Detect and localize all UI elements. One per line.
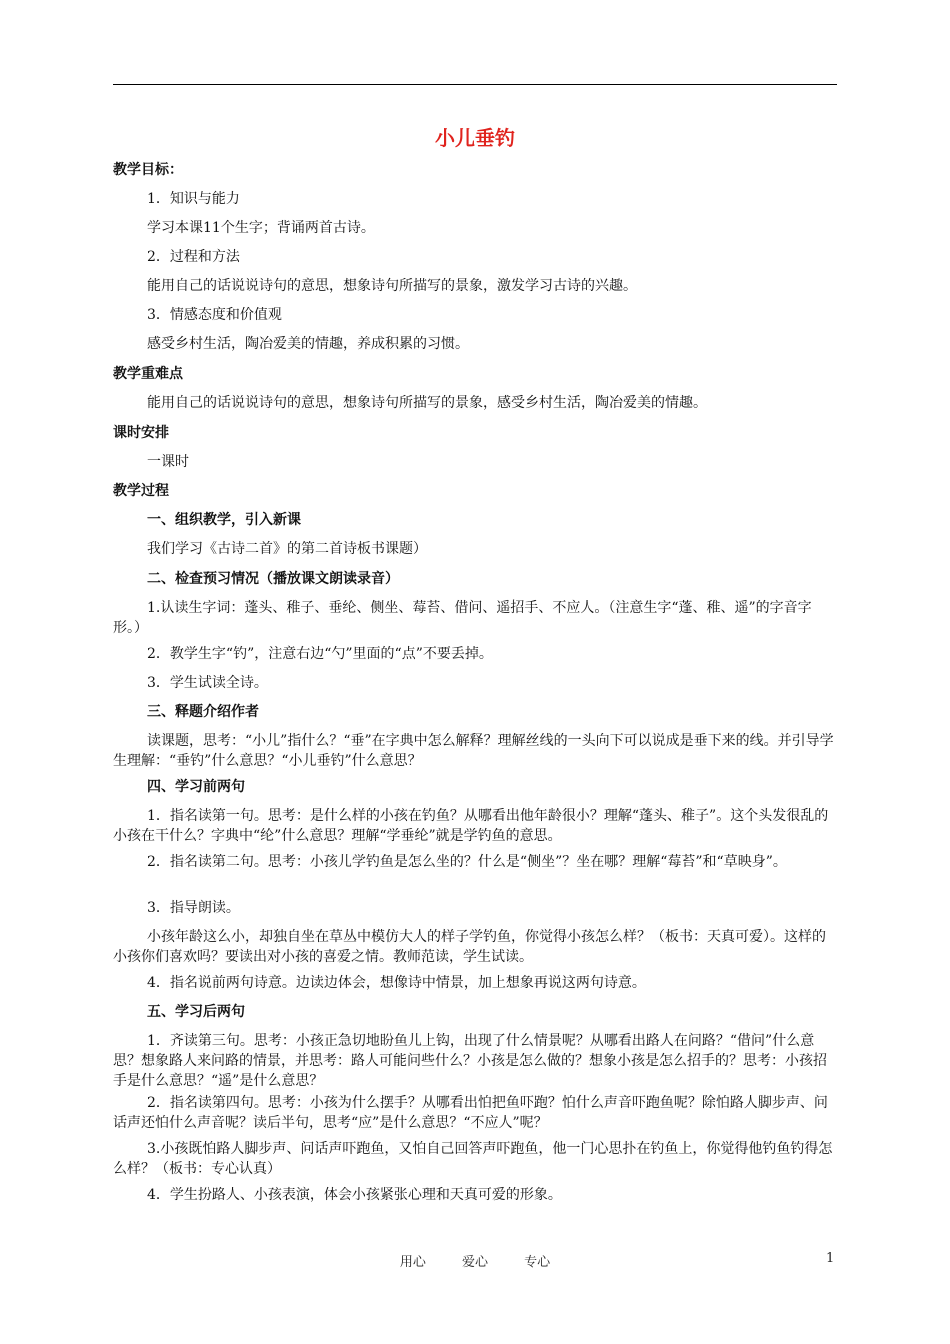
paragraph: 感受乡村生活，陶冶爱美的情趣，养成积累的习惯。: [147, 336, 469, 352]
section-heading: 四、学习前两句: [147, 779, 245, 795]
footer-text-zhuanxin: 专心: [524, 1255, 551, 1270]
footer-text-yongxin: 用心: [399, 1255, 426, 1270]
paragraph: 2．过程和方法: [147, 249, 240, 265]
paragraph: 能用自己的话说说诗句的意思，想象诗句所描写的景象，感受乡村生活，陶冶爱美的情趣。: [147, 395, 707, 411]
paragraph: 我们学习《古诗二首》的第二首诗板书课题）: [147, 541, 427, 557]
paragraph: 一课时: [147, 454, 189, 470]
paragraph: 3.小孩既怕路人脚步声、问话声吓跑鱼，又怕自己回答声吓跑鱼，他一门心思扑在钓鱼上，你觉得他钓鱼钓得怎么样？（板书：专心认真）: [113, 1141, 833, 1177]
header-rule: [113, 84, 837, 85]
paragraph: 3．情感态度和价值观: [147, 307, 282, 323]
paragraph: 读课题，思考：“小儿”指什么？“垂”在字典中怎么解释？理解丝线的一头向下可以说成是垂下来的线。并引导学生理解：“垂钓”什么意思？“小儿垂钓”什么意思？: [113, 733, 834, 769]
paragraph: 4．学生扮路人、小孩表演，体会小孩紧张心理和天真可爱的形象。: [147, 1187, 562, 1203]
paragraph: 学习本课11个生字；背诵两首古诗。: [147, 220, 375, 236]
paragraph: 2．指名读第二句。思考：小孩儿学钓鱼是怎么坐的？什么是“侧坐”？坐在哪？理解“莓苔”和“草映身”。: [147, 854, 787, 870]
section-heading: 教学目标：: [113, 162, 183, 178]
paragraph: 2．教学生字“钓”，注意右边“勺”里面的“点”不要丢掉。: [147, 646, 493, 662]
section-heading: 一、组织教学，引入新课: [147, 512, 301, 528]
section-heading: 二、检查预习情况（播放课文朗读录音）: [147, 571, 399, 587]
paragraph: 1．齐读第三句。思考：小孩正急切地盼鱼儿上钩，出现了什么情景呢？从哪看出路人在问路？“借问”什么意思？想象路人来问路的情景，并思考：路人可能问些什么？小孩是怎么做的？想象小孩是怎么招手的？思考：小孩招手是什么意思？“遥”是什么意思？: [113, 1033, 827, 1089]
paragraph: 1.认读生字词：蓬头、稚子、垂纶、侧坐、莓苔、借问、遥招手、不应人。（注意生字“蓬、稚、遥”的字音字形。）: [113, 600, 812, 636]
section-heading: 教学重难点: [113, 366, 183, 382]
paragraph: 1．指名读第一句。思考：是什么样的小孩在钓鱼？从哪看出他年龄很小？理解“蓬头、稚子”。这个头发很乱的小孩在干什么？字典中“纶”什么意思？理解“学垂纶”就是学钓鱼的意思。: [113, 808, 829, 844]
paragraph: 2．指名读第四句。思考：小孩为什么摆手？从哪看出怕把鱼吓跑？怕什么声音吓跑鱼呢？除怕路人脚步声、问话声还怕什么声音呢？读后半句，思考“应”是什么意思？“不应人”呢？: [113, 1095, 828, 1131]
paragraph: 3．学生试读全诗。: [147, 675, 268, 691]
section-heading: 三、释题介绍作者: [147, 704, 259, 720]
paragraph: 4．指名说前两句诗意。边读边体会，想像诗中情景，加上想象再说这两句诗意。: [147, 975, 646, 991]
paragraph: 3．指导朗读。: [147, 900, 240, 916]
footer-text-aixin: 爱心: [461, 1255, 488, 1270]
page-number: 1: [826, 1251, 835, 1266]
page-footer: [0, 1251, 950, 1270]
paragraph: 能用自己的话说说诗句的意思，想象诗句所描写的景象，激发学习古诗的兴趣。: [147, 278, 637, 294]
section-heading: 五、学习后两句: [147, 1004, 245, 1020]
document-title: 小儿垂钓: [435, 126, 515, 150]
paragraph: 1．知识与能力: [147, 191, 240, 207]
paragraph: 小孩年龄这么小，却独自坐在草丛中模仿大人的样子学钓鱼，你觉得小孩怎么样？（板书：天真可爱）。这样的小孩你们喜欢吗？要读出对小孩的喜爱之情。教师范读，学生试读。: [113, 929, 826, 965]
section-heading: 教学过程: [113, 483, 169, 499]
section-heading: 课时安排: [113, 425, 169, 441]
